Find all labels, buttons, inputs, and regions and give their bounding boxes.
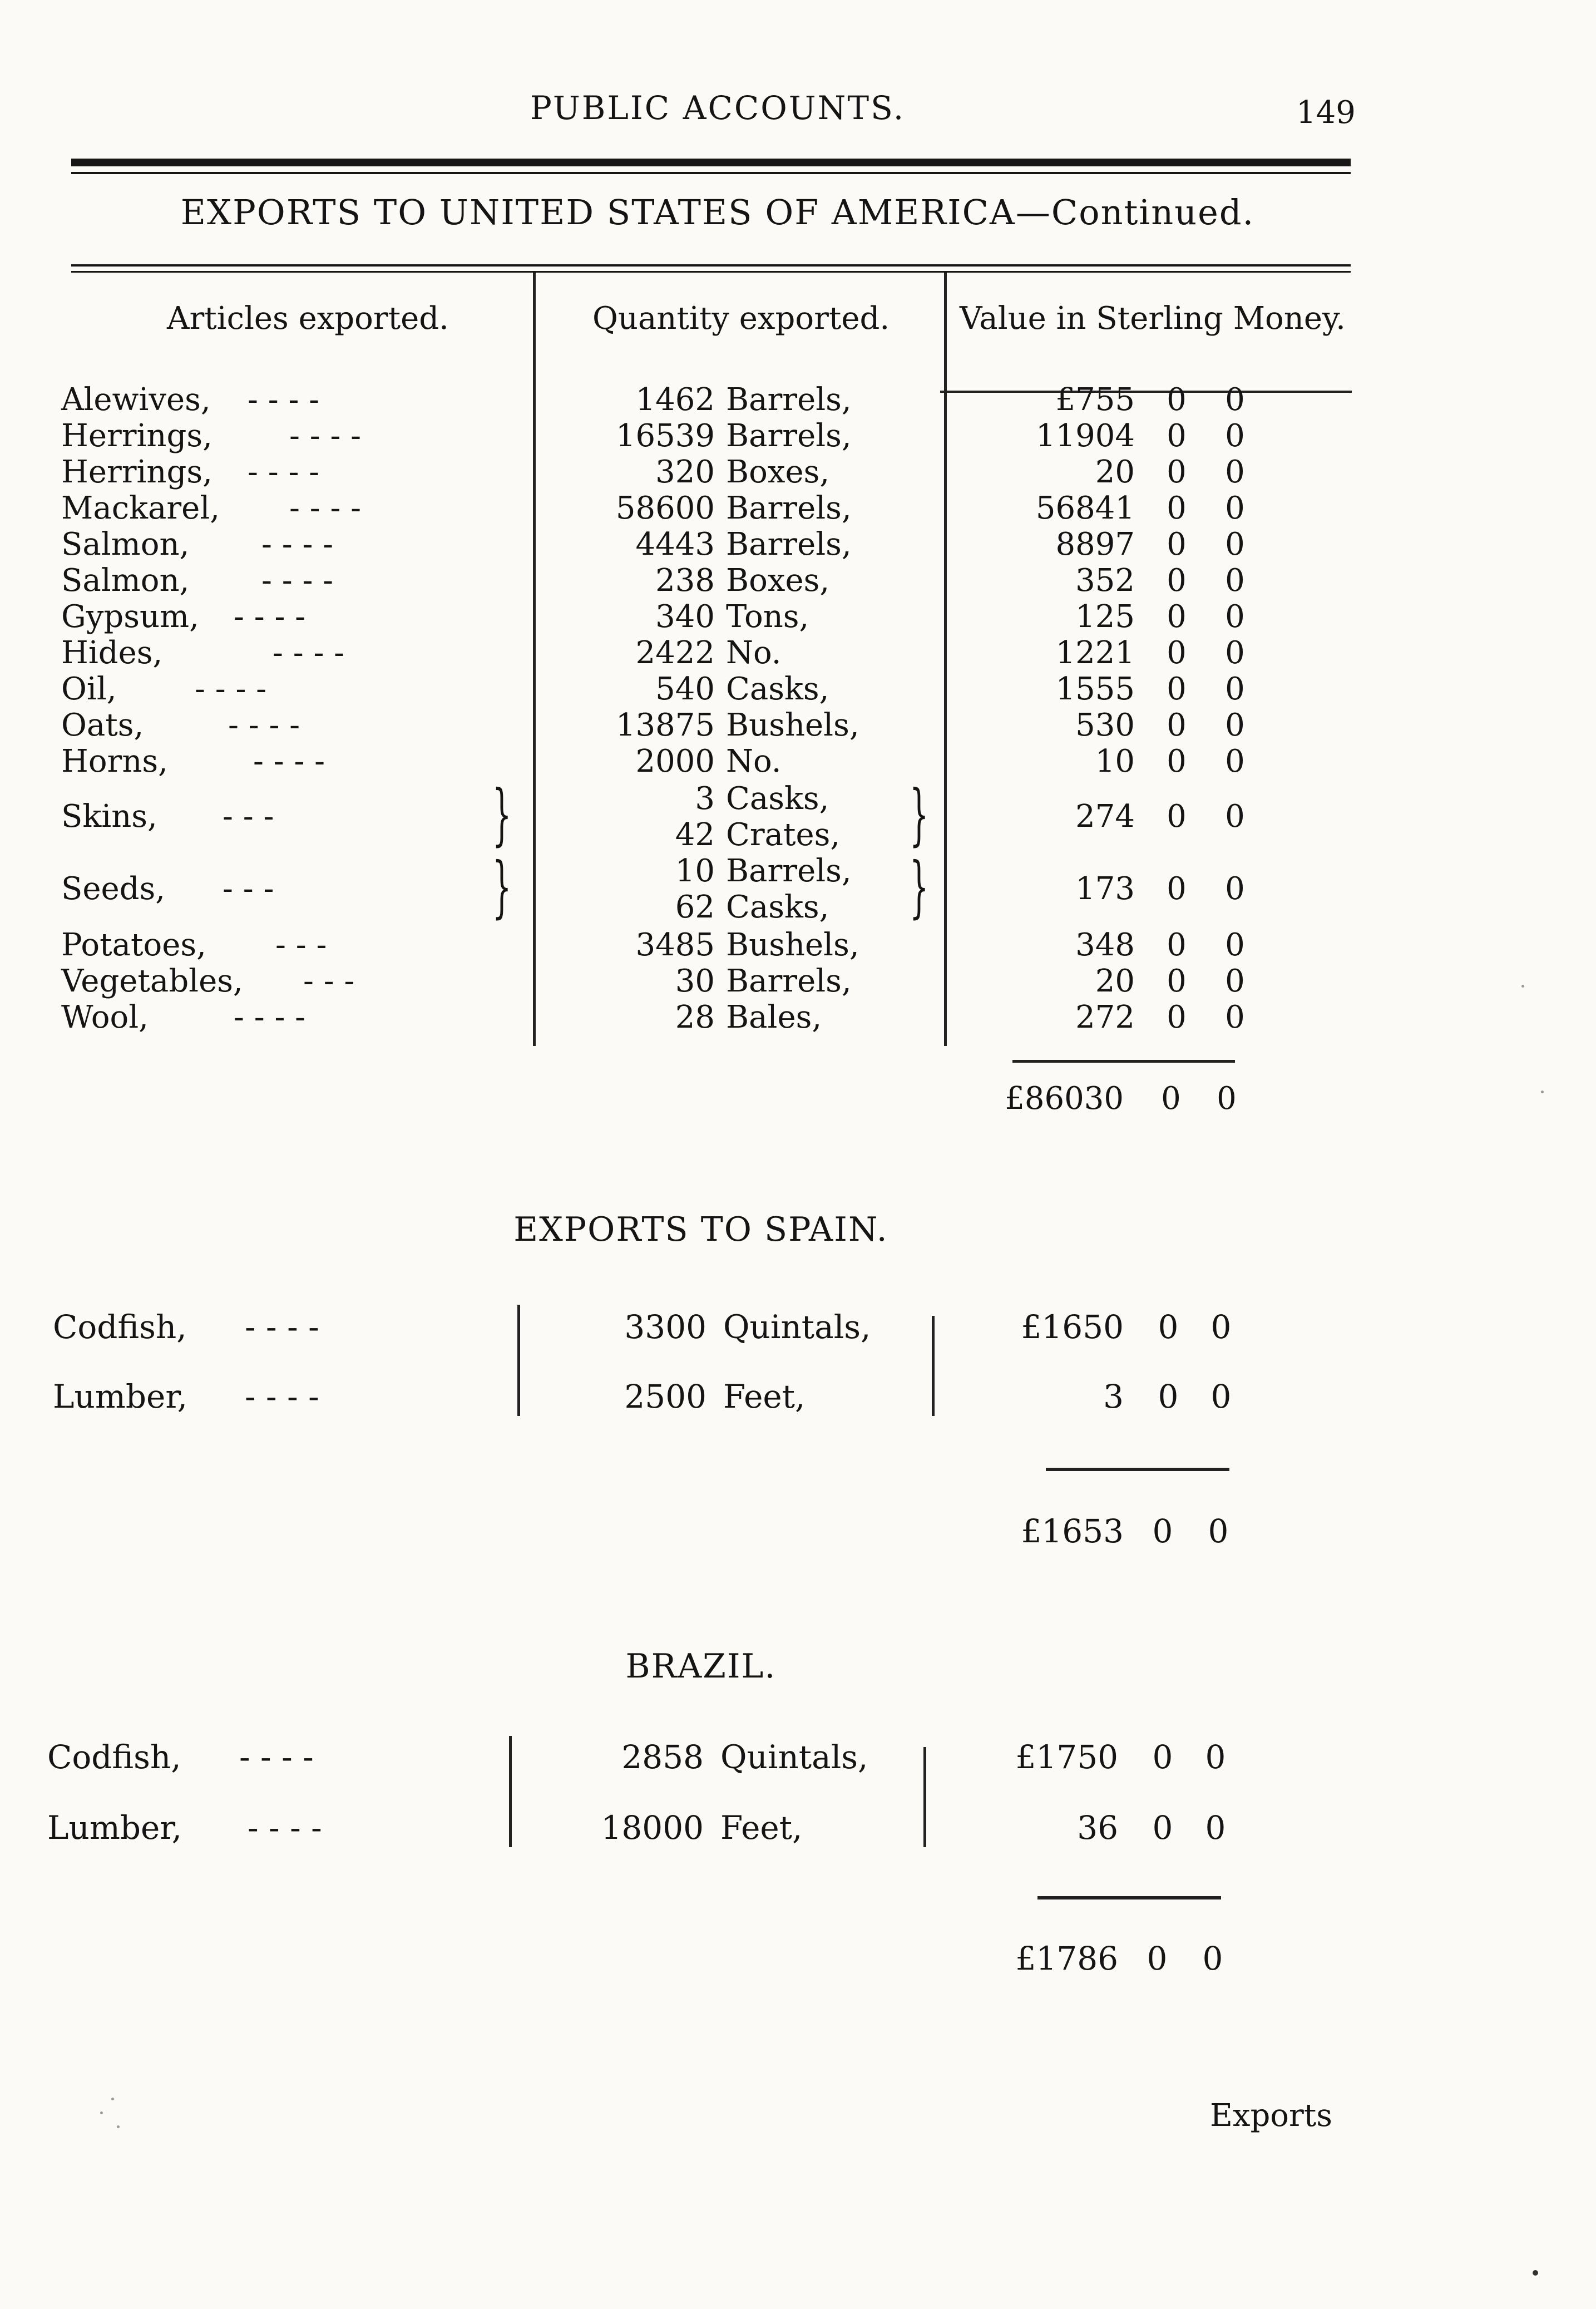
quantity-unit: Barrels, <box>726 418 852 454</box>
table-row <box>0 927 1391 963</box>
total-pence: 0 <box>1208 1512 1229 1550</box>
value-pounds: 173 <box>1075 871 1135 907</box>
table-row <box>0 963 1391 999</box>
quantity-number: 18000 <box>601 1809 704 1847</box>
table-row <box>0 1305 1391 1349</box>
leader-dashes: - - - <box>223 798 274 835</box>
value-shillings: 0 <box>1167 382 1187 418</box>
article-name: Salmon, <box>61 563 190 599</box>
value-pounds: 1221 <box>1055 635 1135 671</box>
value-shillings: 0 <box>1167 563 1187 599</box>
article-name: Oil, <box>61 671 117 707</box>
value-pounds: 11904 <box>1035 418 1135 454</box>
value-shillings: 0 <box>1167 707 1187 743</box>
value-pence: 0 <box>1205 1738 1226 1776</box>
leader-dashes: - - - - <box>228 707 300 743</box>
quantity-number: 3485 <box>635 927 715 963</box>
leader-dashes: - - - - <box>289 490 362 526</box>
leader-dashes: - - - - <box>261 526 334 563</box>
value-pounds: 274 <box>1075 798 1135 835</box>
value-pence: 0 <box>1225 563 1245 599</box>
value-pence: 0 <box>1225 999 1245 1035</box>
value-shillings: 0 <box>1152 1809 1173 1847</box>
leader-dashes: - - - - <box>273 635 345 671</box>
total-shillings: 0 <box>1152 1512 1173 1550</box>
total-shillings: 0 <box>1147 1940 1168 1977</box>
quantity-unit: Casks, <box>726 781 829 817</box>
total-row <box>0 1936 1391 1981</box>
leader-dashes: - - - <box>275 927 327 963</box>
total-rule <box>1012 1060 1235 1063</box>
leader-dashes: - - - - <box>245 1308 319 1346</box>
quantity-unit: No. <box>726 743 782 779</box>
article-name: Skins, <box>61 798 157 835</box>
article-name: Codfish, <box>47 1738 181 1776</box>
article-name: Herrings, <box>61 454 213 490</box>
quantity-unit: Quintals, <box>720 1738 868 1776</box>
quantity-number: 42 <box>675 817 715 853</box>
table-top-rule-2 <box>71 271 1351 273</box>
print-speck <box>1533 2270 1538 2276</box>
quantity-unit: Crates, <box>726 817 841 853</box>
value-pence: 0 <box>1225 454 1245 490</box>
table-top-rule <box>71 264 1351 267</box>
quantity-number: 16539 <box>615 418 715 454</box>
leader-dashes: - - - - <box>261 563 334 599</box>
quantity-number: 30 <box>675 963 715 999</box>
leader-dashes: - - - - <box>253 743 325 779</box>
value-shillings: 0 <box>1167 671 1187 707</box>
article-name: Alewives, <box>61 382 211 418</box>
value-pounds: 10 <box>1095 743 1135 779</box>
value-pence: 0 <box>1225 671 1245 707</box>
quantity-unit: Feet, <box>723 1378 806 1415</box>
value-pence: 0 <box>1225 382 1245 418</box>
leader-dashes: - - - - <box>248 1809 322 1847</box>
quantity-unit: Casks, <box>726 671 829 707</box>
col-header-value: Value in Sterling Money. <box>960 300 1346 337</box>
value-shillings: 0 <box>1158 1308 1179 1346</box>
value-pence: 0 <box>1225 490 1245 526</box>
value-pence: 0 <box>1225 798 1245 835</box>
table-row <box>0 1374 1391 1419</box>
article-name: Lumber, <box>53 1378 188 1415</box>
value-shillings: 0 <box>1167 999 1187 1035</box>
left-brace: } <box>492 848 512 926</box>
leader-dashes: - - - - <box>239 1738 314 1776</box>
leader-dashes: - - - - <box>195 671 267 707</box>
quantity-number: 2000 <box>635 743 715 779</box>
value-shillings: 0 <box>1167 871 1187 907</box>
quantity-unit: Barrels, <box>726 526 852 563</box>
brazil-total-rule <box>1037 1896 1221 1900</box>
print-speck <box>100 2111 103 2114</box>
page-number: 149 <box>1296 95 1356 131</box>
table-row-grouped <box>0 776 1391 853</box>
quantity-unit: Barrels, <box>726 853 852 889</box>
leader-dashes: - - - - <box>234 999 306 1035</box>
leader-dashes: - - - <box>303 963 355 999</box>
value-pence: 0 <box>1205 1809 1226 1847</box>
total-row <box>0 1081 1391 1117</box>
table-row <box>0 526 1391 563</box>
article-name: Vegetables, <box>61 963 243 999</box>
quantity-number: 2500 <box>624 1378 706 1415</box>
total-pence: 0 <box>1202 1940 1223 1977</box>
value-pence: 0 <box>1225 526 1245 563</box>
value-shillings: 0 <box>1167 454 1187 490</box>
value-shillings: 0 <box>1167 418 1187 454</box>
left-brace: } <box>492 776 512 853</box>
value-shillings: 0 <box>1167 927 1187 963</box>
quantity-unit: Bushels, <box>726 927 859 963</box>
print-speck <box>1541 1091 1544 1093</box>
total-shillings: 0 <box>1161 1081 1181 1117</box>
quantity-unit: Boxes, <box>726 454 830 490</box>
value-pence: 0 <box>1225 635 1245 671</box>
value-pence: 0 <box>1225 963 1245 999</box>
table-row <box>0 382 1391 418</box>
table-row <box>0 671 1391 707</box>
table-row <box>0 1735 1391 1779</box>
value-pence: 0 <box>1225 599 1245 635</box>
value-pounds: 125 <box>1075 599 1135 635</box>
quantity-unit: Bales, <box>726 999 822 1035</box>
quantity-number: 3 <box>695 781 715 817</box>
leader-dashes: - - - - <box>234 599 306 635</box>
quantity-number: 13875 <box>615 707 715 743</box>
brazil-section-title: BRAZIL. <box>625 1647 777 1686</box>
leader-dashes: - - - - <box>245 1378 319 1415</box>
quantity-unit: Feet, <box>720 1809 803 1847</box>
quantity-number: 2422 <box>635 635 715 671</box>
value-shillings: 0 <box>1167 743 1187 779</box>
catchword: Exports <box>1210 2098 1333 2134</box>
value-pence: 0 <box>1225 871 1245 907</box>
quantity-number: 58600 <box>615 490 715 526</box>
quantity-number: 62 <box>675 889 715 925</box>
article-name: Hides, <box>61 635 163 671</box>
col-header-quantity: Quantity exported. <box>592 300 890 337</box>
table-row <box>0 418 1391 454</box>
article-name: Seeds, <box>61 871 166 907</box>
quantity-unit: No. <box>726 635 782 671</box>
value-pounds: 56841 <box>1035 490 1135 526</box>
value-pence: 0 <box>1225 927 1245 963</box>
value-pounds: 36 <box>1077 1809 1118 1847</box>
quantity-unit: Barrels, <box>726 490 852 526</box>
value-pounds: £755 <box>1055 382 1135 418</box>
header-rule-thick <box>71 159 1351 166</box>
article-name: Gypsum, <box>61 599 199 635</box>
value-shillings: 0 <box>1167 490 1187 526</box>
value-pounds: 20 <box>1095 963 1135 999</box>
quantity-number: 10 <box>675 853 715 889</box>
quantity-number: 3300 <box>624 1308 706 1346</box>
article-name: Salmon, <box>61 526 190 563</box>
value-pounds: 3 <box>1103 1378 1124 1415</box>
leader-dashes: - - - - <box>248 382 320 418</box>
quantity-unit: Boxes, <box>726 563 830 599</box>
article-name: Mackarel, <box>61 490 220 526</box>
spain-section-title: EXPORTS TO SPAIN. <box>513 1210 888 1249</box>
right-brace: } <box>910 848 929 926</box>
value-shillings: 0 <box>1167 526 1187 563</box>
quantity-unit: Quintals, <box>723 1308 871 1346</box>
value-pounds: 530 <box>1075 707 1135 743</box>
total-pounds: £1786 <box>1015 1940 1118 1977</box>
table-row <box>0 635 1391 671</box>
value-pounds: 348 <box>1075 927 1135 963</box>
quantity-unit: Tons, <box>726 599 809 635</box>
quantity-number: 340 <box>655 599 715 635</box>
quantity-number: 540 <box>655 671 715 707</box>
quantity-unit: Barrels, <box>726 963 852 999</box>
value-pence: 0 <box>1210 1308 1232 1346</box>
print-speck <box>117 2125 120 2128</box>
article-name: Potatoes, <box>61 927 206 963</box>
table-row <box>0 454 1391 490</box>
quantity-number: 320 <box>655 454 715 490</box>
table-row <box>0 1805 1391 1850</box>
quantity-number: 1462 <box>635 382 715 418</box>
quantity-number: 4443 <box>635 526 715 563</box>
quantity-number: 2858 <box>621 1738 704 1776</box>
value-shillings: 0 <box>1167 798 1187 835</box>
value-pounds: 1555 <box>1055 671 1135 707</box>
table-row <box>0 599 1391 635</box>
quantity-unit: Barrels, <box>726 382 852 418</box>
value-pounds: 8897 <box>1055 526 1135 563</box>
section-title: EXPORTS TO UNITED STATES OF AMERICA—Continued. <box>180 192 1255 233</box>
article-name: Herrings, <box>61 418 213 454</box>
total-pence: 0 <box>1217 1081 1237 1117</box>
value-shillings: 0 <box>1167 963 1187 999</box>
value-pence: 0 <box>1225 743 1245 779</box>
quantity-unit: Casks, <box>726 889 829 925</box>
leader-dashes: - - - <box>223 871 274 907</box>
header-rule-thin <box>71 172 1351 174</box>
table-row <box>0 707 1391 743</box>
value-pounds: 272 <box>1075 999 1135 1035</box>
total-row <box>0 1509 1391 1553</box>
leader-dashes: - - - - <box>289 418 362 454</box>
leader-dashes: - - - - <box>248 454 320 490</box>
quantity-number: 28 <box>675 999 715 1035</box>
article-name: Codfish, <box>53 1308 187 1346</box>
value-pounds: 20 <box>1095 454 1135 490</box>
value-pence: 0 <box>1210 1378 1232 1415</box>
spain-total-rule <box>1046 1468 1229 1471</box>
article-name: Oats, <box>61 707 144 743</box>
value-shillings: 0 <box>1158 1378 1179 1415</box>
article-name: Wool, <box>61 999 149 1035</box>
total-pounds: £86030 <box>1005 1081 1124 1117</box>
right-brace: } <box>910 776 929 853</box>
value-pounds: £1750 <box>1015 1738 1118 1776</box>
value-pence: 0 <box>1225 707 1245 743</box>
col-header-articles: Articles exported. <box>167 300 449 337</box>
table-row <box>0 563 1391 599</box>
table-row <box>0 743 1391 779</box>
quantity-unit: Bushels, <box>726 707 859 743</box>
value-pounds: 352 <box>1075 563 1135 599</box>
running-head: PUBLIC ACCOUNTS. <box>530 89 906 127</box>
article-name: Lumber, <box>47 1809 182 1847</box>
value-shillings: 0 <box>1167 635 1187 671</box>
article-name: Horns, <box>61 743 168 779</box>
print-speck <box>1521 985 1524 988</box>
value-shillings: 0 <box>1152 1738 1173 1776</box>
print-speck <box>111 2098 114 2100</box>
table-row <box>0 490 1391 526</box>
quantity-number: 238 <box>655 563 715 599</box>
total-pounds: £1653 <box>1021 1512 1124 1550</box>
table-row <box>0 999 1391 1035</box>
value-pounds: £1650 <box>1021 1308 1124 1346</box>
value-shillings: 0 <box>1167 599 1187 635</box>
value-pence: 0 <box>1225 418 1245 454</box>
table-row-grouped <box>0 848 1391 926</box>
